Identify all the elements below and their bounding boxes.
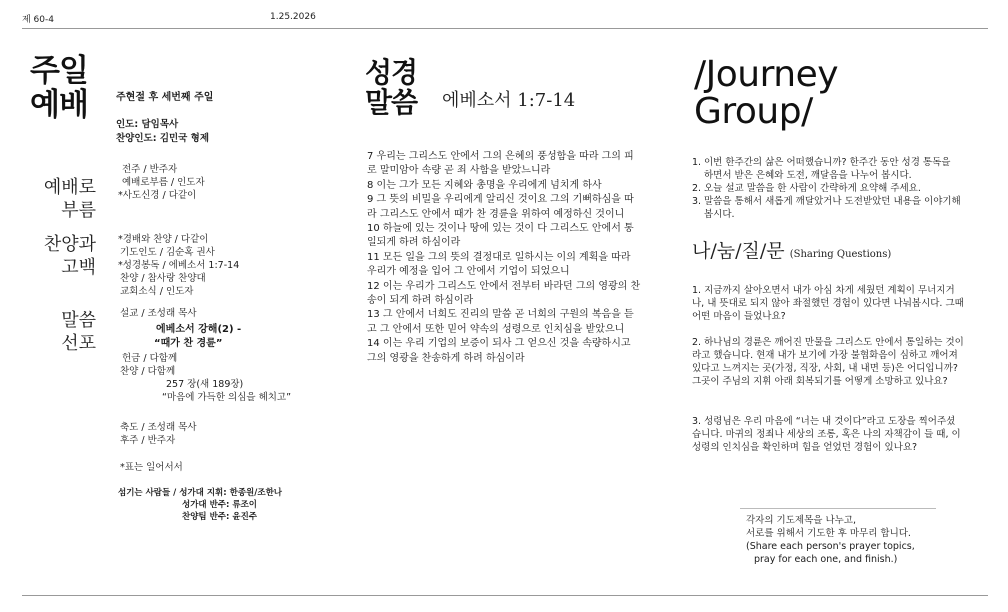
service-credits: 섬기는 사람들 / 성가대 지휘: 한종원/조한나 성가대 반주: 류조이 찬양팀 반주: 윤진주 — [118, 488, 282, 522]
verse: 9 그 뜻의 비밀을 우리에게 알리신 것이요 그의 기뻐하심을 따라 그리스도 안에서 때가 찬 경륜을 위하여 예정하신 것이니 — [367, 194, 634, 220]
sermon-title: “때가 찬 경륜” — [154, 338, 223, 349]
scripture-verses — [367, 150, 643, 366]
list-item: *성경봉독 / 에베소서 1:7-14 — [118, 260, 240, 271]
hymn-number: 257 장(새 189장) — [166, 379, 244, 390]
sermon-items — [120, 307, 291, 474]
verse: 8 이는 그가 모든 지혜와 총명을 우리에게 넘치게 하사 — [367, 179, 602, 191]
sharing-question: 1. 지금까지 살아오면서 내가 아심 차게 세웠던 계획이 무너지거나, 내 뜻대로 되지 않아 좌절했던 경험이 있다면 나눠봅시다. 그때 어떤 마음이 들었나요? — [692, 285, 964, 322]
journey-questions — [692, 156, 962, 221]
top-divider — [22, 28, 988, 29]
bottom-divider — [22, 595, 988, 596]
hymn-title: “마음에 가득한 의심을 헤치고” — [162, 392, 292, 403]
issue-number: 제 60-4 — [22, 15, 54, 25]
praise-items — [118, 233, 239, 298]
list-item: *사도신경 / 다같이 — [118, 190, 197, 201]
postlude: 후주 / 반주자 — [120, 435, 176, 446]
verse: 10 하늘에 있는 것이나 땅에 있는 것이 다 그리스도 안에서 통일되게 하려 하심이라 — [367, 223, 634, 249]
prayer-instructions: 각자의 기도제목을 나누고, 서로를 위해서 기도한 후 마무리 합니다. (Share each person's prayer topics, pray for each one, and finish.) — [746, 515, 915, 565]
standing-note: *표는 일어서서 — [120, 462, 183, 473]
liturgical-week: 주현절 후 세번째 주일 — [116, 92, 214, 103]
sharing-question: 3. 성령님은 우리 마음에 “너는 내 것이다”라고 도장을 찍어주셨습니다. 마귀의 정죄나 세상의 조롱, 혹은 나의 자책감이 들 때, 이 성령의 인치심을 확인하며 힘을 얻었던 경험이 있나요? — [692, 416, 961, 453]
hymn-label: 찬양 / 다함께 — [120, 366, 176, 377]
list-item: 예배로부름 / 인도자 — [122, 177, 205, 188]
section-label-call: 예배로 부름 — [43, 177, 96, 221]
sermon-series: 에베소서 강해(2) - — [156, 324, 242, 335]
scripture-reference: 에베소서 1:7-14 — [442, 90, 576, 111]
list-item: 1. 이번 한주간의 삶은 어떠했습니까? 한주간 동안 성경 통독을 하면서 받은 은혜와 도전, 깨달음을 나누어 봅시다. — [692, 157, 951, 181]
worship-leaders — [116, 118, 209, 146]
verse: 11 모든 일을 그의 뜻의 결정대로 일하시는 이의 계획을 따라 우리가 예정을 입어 그 안에서 기업이 되었으니 — [367, 251, 631, 278]
worship-title: 주일 예배 — [30, 53, 88, 123]
worship-leader: 인도: 담임목사 — [116, 119, 179, 130]
list-item: 전주 / 반주자 — [122, 164, 178, 175]
verse: 7 우리는 그리스도 안에서 그의 은혜의 풍성함을 따라 그의 피로 말미암아 속량 곧 죄 사함을 받았느니라 — [367, 151, 634, 177]
list-item: 3. 말씀을 통해서 새롭게 깨달았거나 도전받았던 내용을 이야기해 봅시다. — [692, 196, 961, 220]
scripture-title: 성경 말씀 — [365, 56, 418, 119]
list-item: 2. 오늘 설교 말씀을 한 사람이 간략하게 요약해 주세요. — [692, 183, 921, 194]
bulletin-date: 1.25.2026 — [270, 12, 316, 22]
section-label-sermon: 말씀 선포 — [61, 310, 96, 354]
praise-leader: 찬양인도: 김민국 형제 — [116, 133, 210, 144]
verse: 13 그 안에서 너희도 진리의 말씀 곧 너희의 구원의 복음을 듣고 그 안에서 또한 믿어 약속의 성령으로 인치심을 받았으니 — [367, 309, 634, 335]
verse: 12 이는 우리가 그리스도 안에서 전부터 바라던 그의 영광의 찬송이 되게 하려 하심이라 — [367, 280, 641, 307]
list-item: 교회소식 / 인도자 — [120, 286, 194, 297]
sermon-preacher: 설교 / 조성래 목사 — [120, 308, 197, 319]
prayer-divider — [740, 508, 936, 509]
benediction: 축도 / 조성래 목사 — [120, 422, 197, 433]
verse: 14 이는 우리 기업의 보증이 되사 그 얻으신 것을 속량하시고 그의 영광을 찬송하게 하려 하심이라 — [367, 338, 631, 364]
section-label-praise: 찬양과 고백 — [43, 234, 96, 278]
call-items — [118, 163, 205, 202]
journey-group-title: /Journey Group/ — [694, 54, 839, 132]
list-item: 찬양 / 참사랑 찬양대 — [120, 273, 206, 284]
list-item: *경배와 찬양 / 다같이 — [118, 234, 209, 245]
sharing-heading: 나/눔/질/문 (Sharing Questions) — [692, 240, 892, 262]
list-item: 기도인도 / 김순혹 권사 — [120, 247, 215, 258]
sharing-question: 2. 하나님의 경륜은 깨어진 만물을 그리스도 안에서 통일하는 것이라고 했습니다. 현재 내가 보기에 가장 불협화음이 심하고 깨어져 있다고 느껴지는 곳(가정, 직장, 사회, 내 내면 등)은 어디입니까? 그곳이 주님의 지휘 아래 회복되기를 어떻게 소망하고 있나요? — [692, 337, 964, 387]
offering: 헌금 / 다함께 — [122, 353, 178, 364]
